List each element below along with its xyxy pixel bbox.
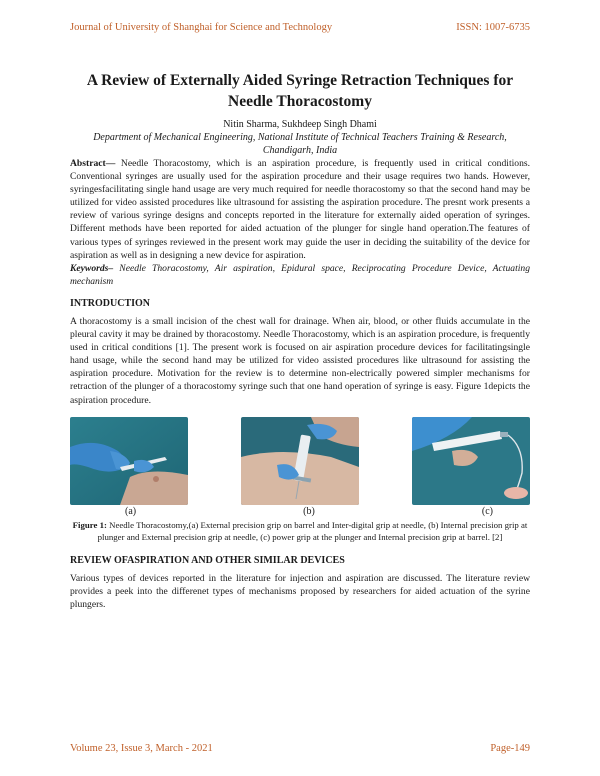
keywords-text: Needle Thoracostomy, Air aspiration, Epidural space, Reciprocating Procedure Device, Actuating mechanism	[70, 262, 530, 287]
affiliation: Department of Mechanical Engineering, National Institute of Technical Teachers Training & Research, Chandigarh, India	[93, 132, 507, 156]
volume-info: Volume 23, Issue 3, March - 2021	[70, 743, 213, 754]
figure-caption	[70, 519, 530, 543]
figure-sublabels	[70, 506, 530, 518]
figure-label-c: (c)	[481, 505, 493, 517]
abstract-label: Abstract—	[70, 158, 116, 169]
keywords-label: Keywords–	[70, 262, 114, 274]
journal-name: Journal of University of Shanghai for Science and Technology	[70, 22, 333, 33]
intro-heading: INTRODUCTION	[70, 297, 151, 309]
figure-photo-a	[70, 417, 188, 505]
intro-paragraph: A thoracostomy is a small incision of the chest wall for drainage. When air, blood, or other fluids accumulate in the pleural cavity it may be drained by thoracostomy. Needle Thoracostomy, which is an aspiration procedure, is frequently used in critical conditions [1]. The present work is focused on air aspiration procedure devices for facilitatingsingle hand usage, while the second hand may be utilized for video assisted procedures like ultrasound for assisting the aspiration procedure. Motivation for the review is to determine non-electrically powered simpler mechanisms for retraction of the plunger of a thoracostomy syringe such that one hand operation of syringe is easy. Figure 1depicts the aspiration procedure.	[70, 315, 530, 406]
paper-title: A Review of Externally Aided Syringe Retraction Techniques for Needle Thoracostomy	[86, 72, 514, 110]
review-paragraph: Various types of devices reported in the literature for injection and aspiration are discussed. The literature review provides a peek into the differenet types of mechanisms proposed by researchers for aided actuation of the syrine plungers.	[70, 572, 530, 610]
figure-1	[70, 417, 530, 505]
figure-photo-c	[412, 417, 530, 505]
figure-label-b: (b)	[303, 505, 315, 517]
review-heading: REVIEW OFASPIRATION AND OTHER SIMILAR DEVICES	[70, 554, 345, 566]
figure-photo-b	[241, 417, 359, 505]
figure-label-a: (a)	[125, 505, 137, 517]
keywords	[70, 262, 530, 288]
paper-body	[70, 70, 530, 611]
page-number: Page-149	[490, 743, 530, 754]
abstract-text: Needle Thoracostomy, which is an aspiration procedure, is frequently used in critical conditions. Conventional syringes are usually used for the aspiration procedure and their usage requires two hands. However, syringesfacilitating single hand usage are very much required for needle thoracostomy so that the second hand may be utilized for video assisted procedures like ultrasound for assisting the aspiration procedure. The presnt work presents a review of various syringe designs and concepts reported in the literature for externally aided operation of syringes. Different methods have been reported for aided actuation of the plunger for single hand operation.The features of various types of syringes reviewed in the present work may guide the user in deciding the suitability of the device for aspiration as well as in designing a new device for aspiration.	[70, 158, 530, 261]
authors: Nitin Sharma, Sukhdeep Singh Dhami	[223, 119, 377, 130]
figure-caption-label: Figure 1:	[72, 519, 107, 530]
issn: ISSN: 1007-6735	[456, 22, 530, 33]
figure-caption-text: Needle Thoracostomy,(a) External precision grip on barrel and Inter-digital grip at needle, (b) Internal precision grip at plunger and External precision grip at needle, (c) power grip at the plunger and Internal precision grip at barrel. [2]	[97, 519, 528, 542]
abstract	[70, 157, 530, 262]
